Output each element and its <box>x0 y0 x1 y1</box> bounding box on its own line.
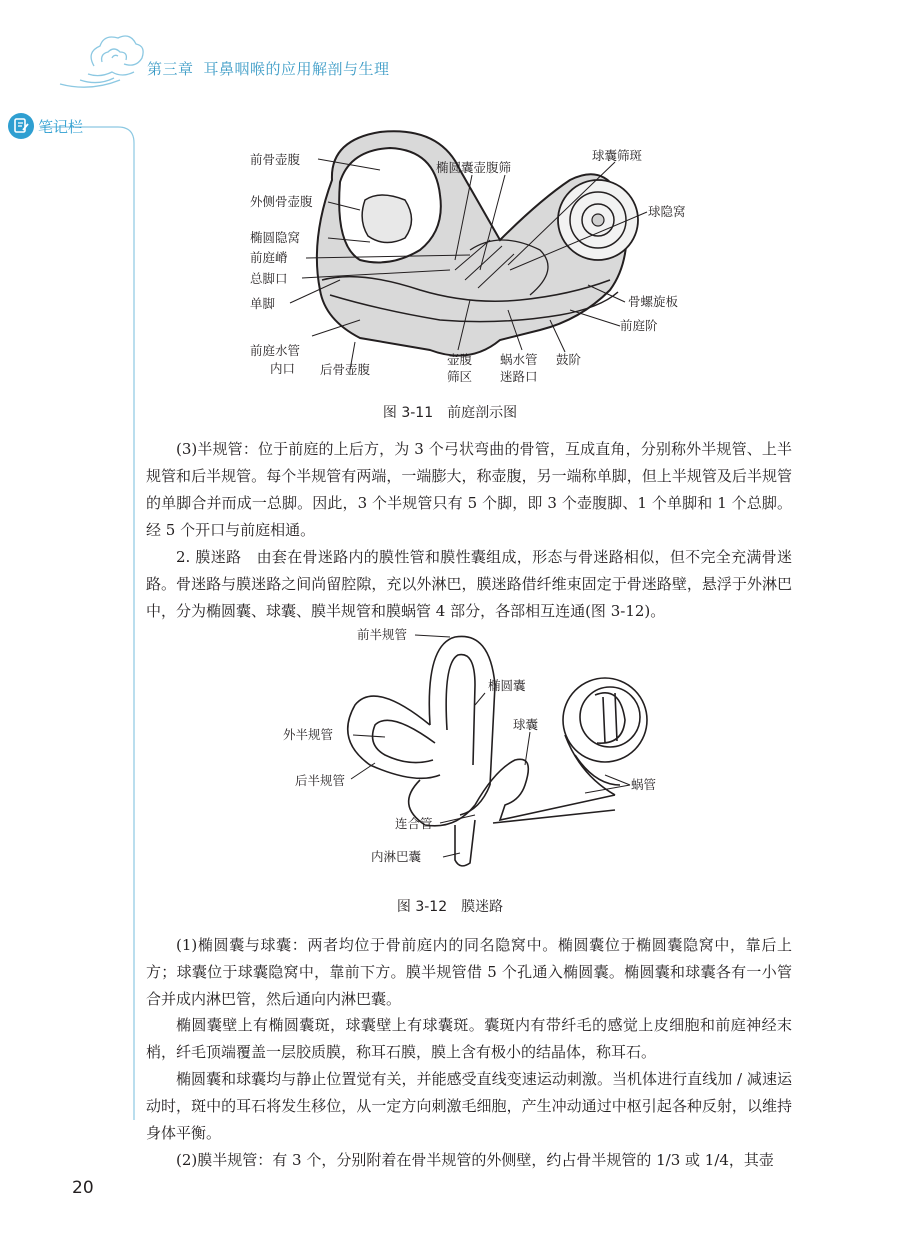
labyrinth-drawing <box>348 636 647 865</box>
label-spherical-recess: 球隐窝 <box>648 204 686 219</box>
label-cochlear-aqueduct-2: 迷路口 <box>500 369 538 384</box>
figure-3-12-caption: 图 3-12 膜迷路 <box>396 899 504 915</box>
label-spiral-lamina: 骨螺旋板 <box>628 294 679 309</box>
paragraph-linear-acceleration: 椭圆囊和球囊均与静止位置觉有关，并能感受直线变速运动刺激。当机体进行直线加 / 减速运动时，斑中的耳石将发生移位，从一定方向刺激毛细胞，产生冲动通过中枢引起各种反射，以维持身体平衡。 <box>146 1070 792 1142</box>
label-ant-canal: 前半规管 <box>357 627 408 642</box>
label-ampulla-area-2: 筛区 <box>447 369 473 384</box>
label-cochlear-duct: 蜗管 <box>631 777 657 792</box>
label-common-crus: 总脚口 <box>250 271 288 286</box>
label-endolymphatic-sac: 内淋巴囊 <box>371 849 422 864</box>
label-lat-canal: 外半规管 <box>283 727 334 742</box>
label-saccular-cribrosa: 球囊筛斑 <box>592 148 643 163</box>
label-ant-ampulla: 前骨壶腹 <box>250 152 301 167</box>
label-post-canal: 后半规管 <box>295 773 346 788</box>
label-utricle: 椭圆囊 <box>488 678 526 693</box>
paragraph-membranous-labyrinth: 2. 膜迷路 由套在骨迷路内的膜性管和膜性囊组成，形态与骨迷路相似，但不完全充满骨迷路。骨迷路与膜迷路之间尚留腔隙，充以外淋巴，膜迷路借纤维束固定于骨迷路壁，悬浮于外淋巴中，分为椭圆囊、球囊、膜半规管和膜蜗管 4 部分，各部相互连通(图 3-12)。 <box>146 548 792 620</box>
label-scala-tympani: 鼓阶 <box>556 352 582 367</box>
notes-column-border <box>0 0 150 1241</box>
notes-icon <box>8 113 34 139</box>
paragraph-utricle-saccule: (1)椭圆囊与球囊：两者均位于骨前庭内的同名隐窝中。椭圆囊位于椭圆囊隐窝中，靠后上方；球囊位于球囊隐窝中，靠前下方。膜半规管借 5 个孔通入椭圆囊。椭圆囊和球囊各有一小管合并成内淋巴管，然后通向内淋巴囊。 <box>146 936 792 1008</box>
figure-3-11-vestibule <box>240 120 800 390</box>
label-cochlear-aqueduct: 蜗水管 <box>500 352 538 367</box>
label-lat-ampulla: 外侧骨壶腹 <box>250 194 313 209</box>
notes-label: 笔记栏 <box>38 118 84 136</box>
label-vestibular-aqueduct: 前庭水管 <box>250 343 301 358</box>
paragraph-maculae: 椭圆囊壁上有椭圆囊斑，球囊壁上有球囊斑。囊斑内有带纤毛的感觉上皮细胞和前庭神经末梢，纤毛顶端覆盖一层胶质膜，称耳石膜，膜上含有极小的结晶体，称耳石。 <box>146 1016 792 1061</box>
label-elliptical-recess: 椭圆隐窝 <box>250 230 301 245</box>
label-vestibular-aqueduct-2: 内口 <box>270 361 296 376</box>
page-number: 20 <box>72 1178 94 1198</box>
label-scala-vestibuli: 前庭阶 <box>620 318 658 333</box>
figure-3-12-membranous-labyrinth <box>275 625 715 880</box>
label-saccule: 球囊 <box>513 717 539 732</box>
label-post-ampulla: 后骨壶腹 <box>320 362 371 377</box>
label-ampulla-area: 壶腹 <box>447 352 473 367</box>
label-ampullary-cribrosa: 椭圆囊壶腹筛 <box>436 160 512 175</box>
label-ductus-reuniens: 连合管 <box>395 816 433 831</box>
chapter-title: 耳鼻咽喉的应用解剖与生理 <box>203 60 390 78</box>
label-simple-crus: 单脚 <box>250 296 276 311</box>
chapter-number: 第三章 <box>147 60 194 78</box>
paragraph-semicircular-canals: (3)半规管：位于前庭的上后方，为 3 个弓状弯曲的骨管，互成直角，分别称外半规管、上半规管和后半规管。每个半规管有两端，一端膨大，称壶腹，另一端称单脚，但上半规管及后半规管的单脚合并而成一总脚。因此，3 个半规管只有 5 个脚，即 3 个壶腹脚、1 个单脚和 1 个总脚。经 5 个开口与前庭相通。 <box>146 440 792 539</box>
label-vestibular-crest: 前庭嵴 <box>250 250 288 265</box>
chapter-heading <box>147 58 390 79</box>
paragraph-membranous-canals: (2)膜半规管：有 3 个，分别附着在骨半规管的外侧壁，约占骨半规管的 1/3 或 1/4，其壶 <box>176 1151 774 1169</box>
figure-3-11-caption: 图 3-11 前庭剖示图 <box>382 405 518 421</box>
